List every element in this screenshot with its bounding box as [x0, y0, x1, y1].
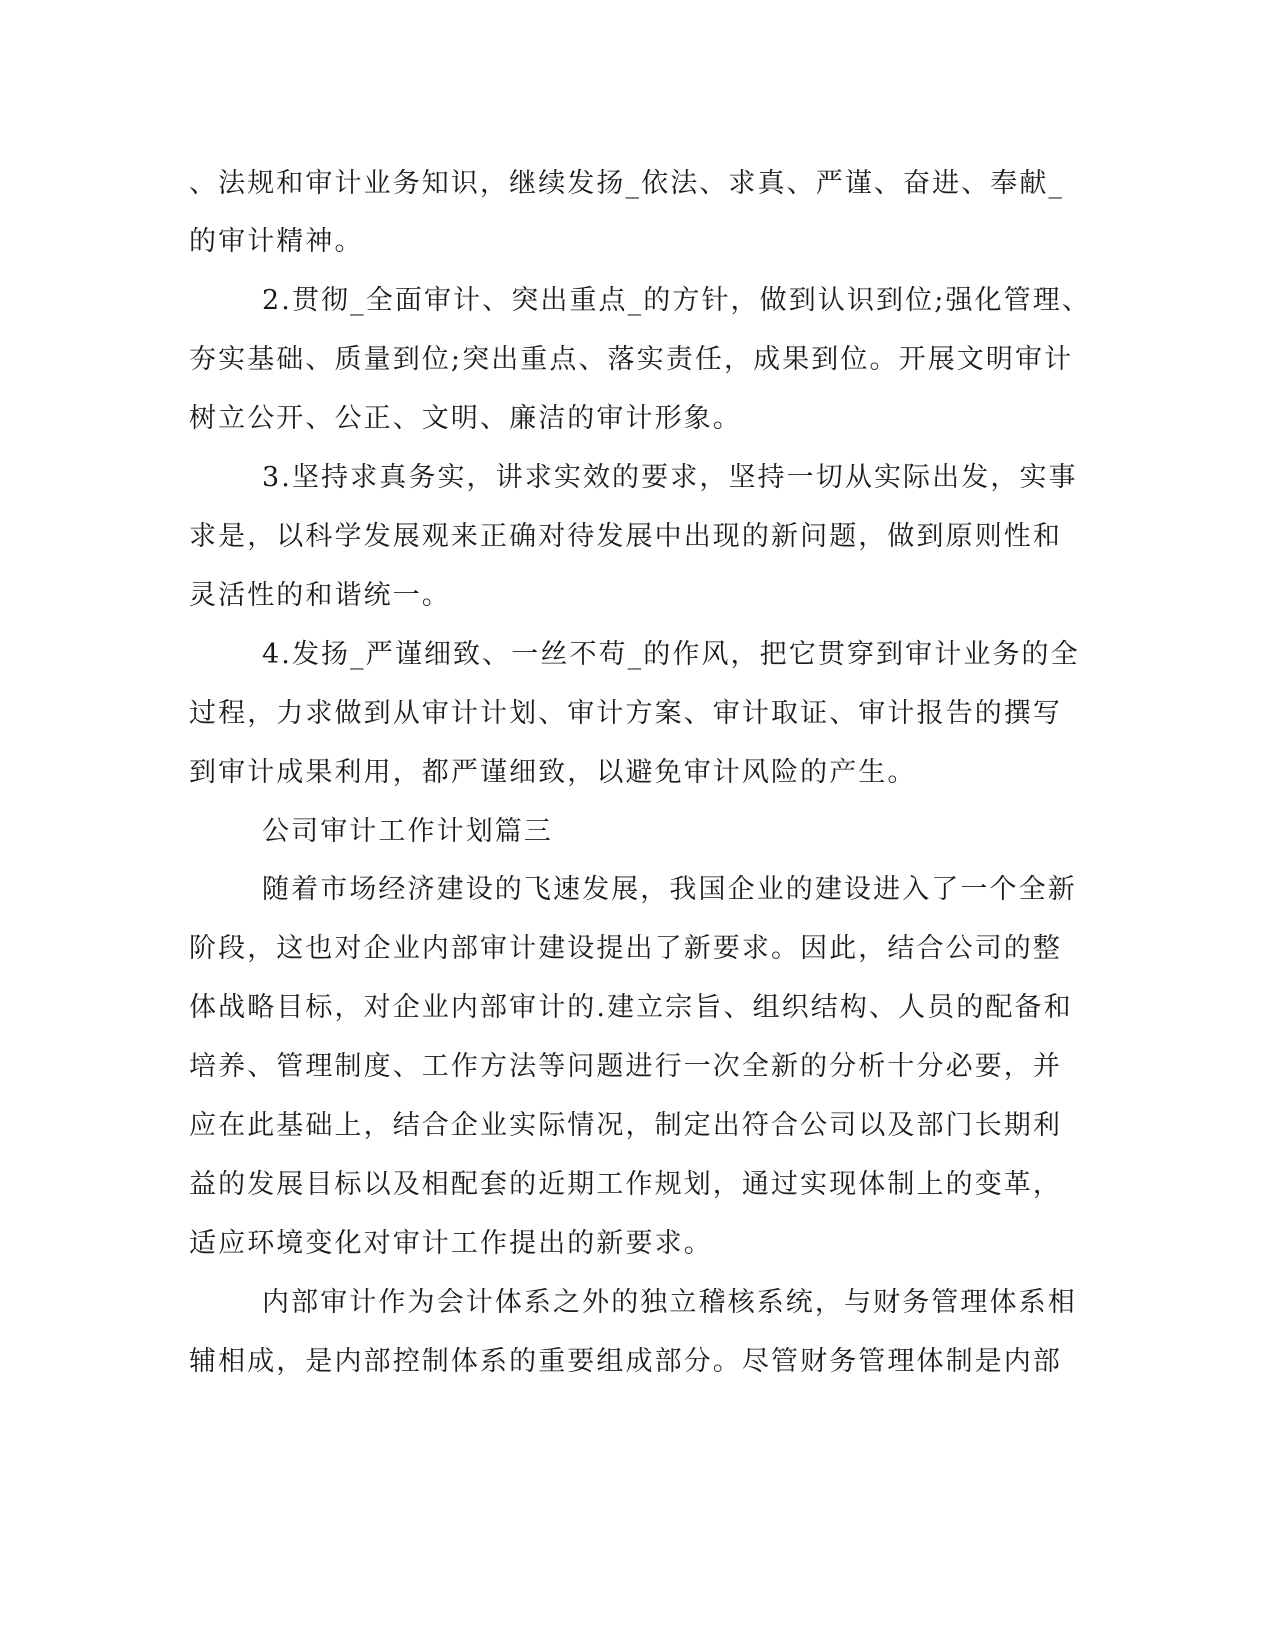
- text-line: 辅相成，是内部控制体系的重要组成部分。尽管财务管理体制是内部: [189, 1346, 1062, 1377]
- text-line: 过程，力求做到从审计计划、审计方案、审计取证、审计报告的撰写: [189, 698, 1062, 729]
- text-line: 2.贯彻_全面审计、突出重点_的方针，做到认识到位;强化管理、: [262, 285, 1091, 316]
- text-line: 适应环境变化对审计工作提出的新要求。: [189, 1228, 713, 1259]
- text-line: 4.发扬_严谨细致、一丝不苟_的作风，把它贯穿到审计业务的全: [262, 639, 1080, 670]
- text-line: 体战略目标，对企业内部审计的.建立宗旨、组织结构、人员的配备和: [189, 992, 1073, 1023]
- text-line: 、法规和审计业务知识，继续发扬_依法、求真、严谨、奋进、奉献_: [189, 168, 1065, 199]
- text-line: 培养、管理制度、工作方法等问题进行一次全新的分析十分必要，并: [189, 1051, 1062, 1082]
- text-line: 树立公开、公正、文明、廉洁的审计形象。: [189, 403, 742, 434]
- text-line: 应在此基础上，结合企业实际情况，制定出符合公司以及部门长期利: [189, 1110, 1062, 1141]
- section-heading: 公司审计工作计划篇三: [262, 816, 553, 847]
- text-line: 阶段，这也对企业内部审计建设提出了新要求。因此，结合公司的整: [189, 933, 1062, 964]
- text-line: 求是，以科学发展观来正确对待发展中出现的新问题，做到原则性和: [189, 521, 1062, 552]
- text-line: 益的发展目标以及相配套的近期工作规划，通过实现体制上的变革，: [189, 1169, 1062, 1200]
- text-line: 3.坚持求真务实，讲求实效的要求，坚持一切从实际出发，实事: [262, 462, 1078, 493]
- text-line: 的审计精神。: [189, 226, 364, 257]
- text-line: 灵活性的和谐统一。: [189, 580, 451, 611]
- text-line: 到审计成果利用，都严谨细致，以避免审计风险的产生。: [189, 757, 917, 788]
- text-line: 内部审计作为会计体系之外的独立稽核系统，与财务管理体系相: [262, 1287, 1077, 1318]
- text-line: 随着市场经济建设的飞速发展，我国企业的建设进入了一个全新: [262, 874, 1077, 905]
- text-line: 夯实基础、质量到位;突出重点、落实责任，成果到位。开展文明审计: [189, 344, 1074, 375]
